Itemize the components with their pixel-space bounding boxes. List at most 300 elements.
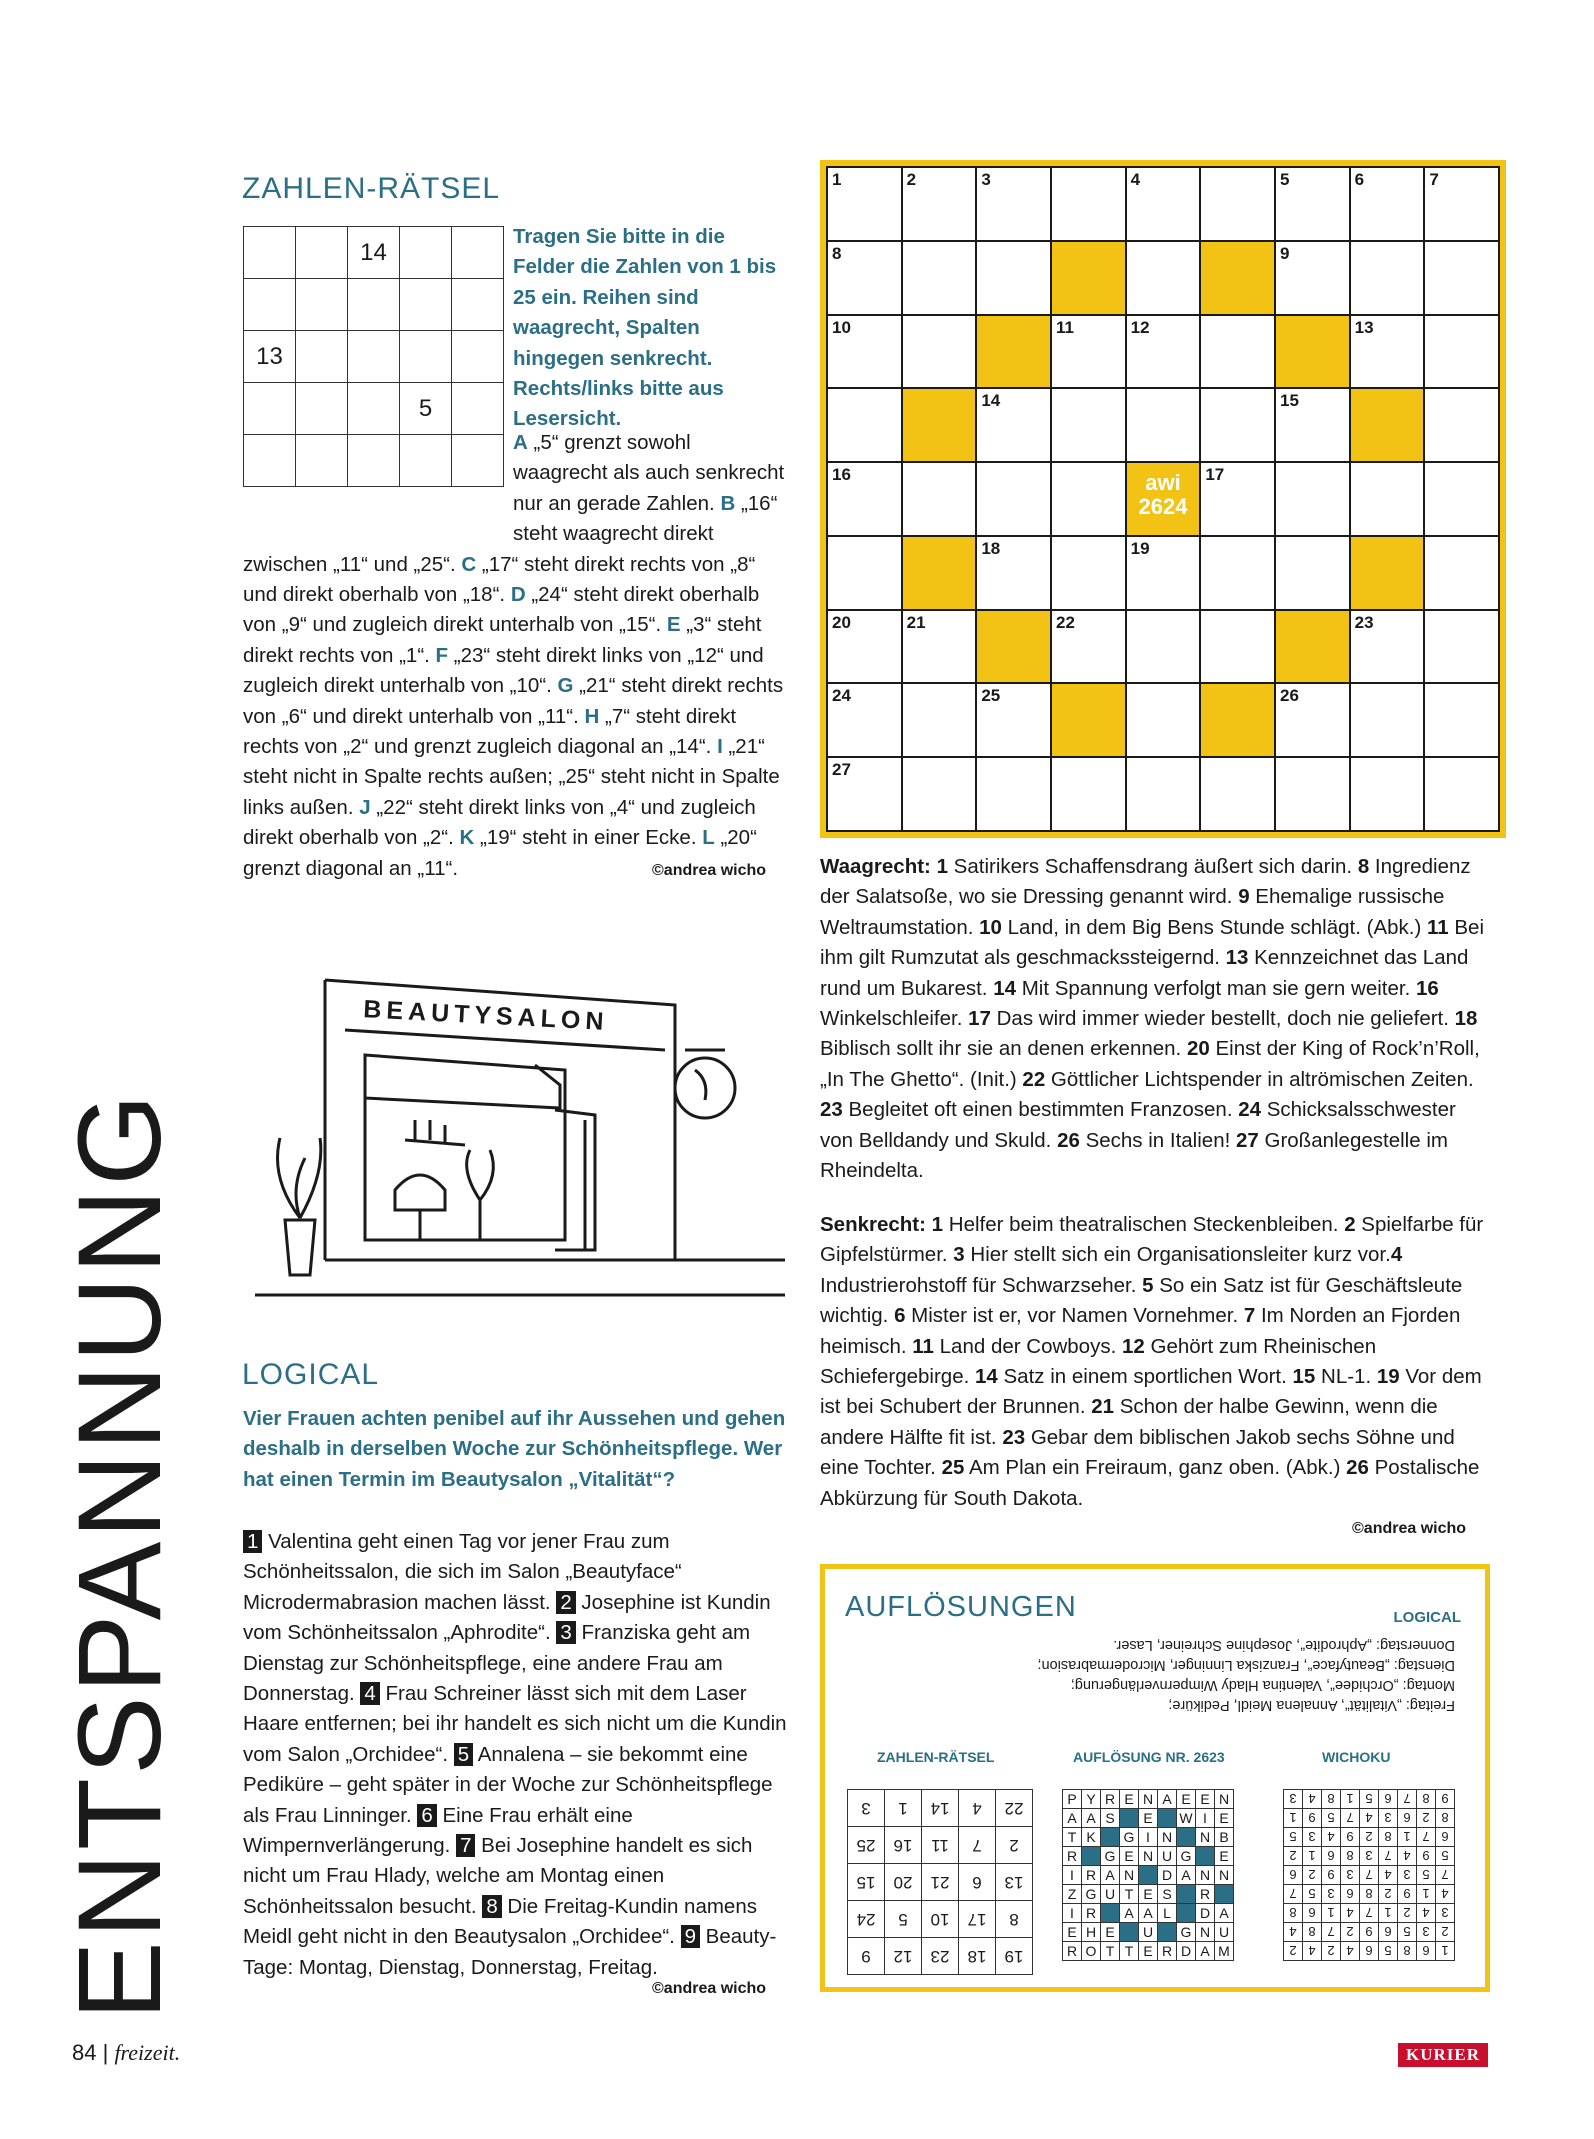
- cell-number: 25: [981, 686, 1001, 706]
- block-cell: [1201, 684, 1274, 756]
- crossword-cell[interactable]: [1052, 316, 1125, 388]
- crossword-cell[interactable]: [977, 684, 1050, 756]
- sol-wichoku-cell: 2: [1379, 1885, 1398, 1904]
- crossword-cell[interactable]: [1425, 611, 1498, 683]
- crossword-credit: ©andrea wicho: [1352, 1520, 1467, 1537]
- sol-crossword-cell: N: [1158, 1828, 1177, 1847]
- sol-crossword-cell: A: [1158, 1790, 1177, 1809]
- cell-number: 8: [832, 243, 842, 263]
- sol-crossword-cell: U: [1215, 1923, 1234, 1942]
- crossword-cell[interactable]: [1276, 168, 1349, 240]
- crossword-cell[interactable]: [1425, 168, 1498, 240]
- sol-crossword-cell: [1177, 1904, 1196, 1923]
- crossword-grid[interactable]: [826, 166, 1500, 832]
- cell-number: 19: [1130, 538, 1150, 558]
- block-cell: [977, 316, 1050, 388]
- sol-wichoku-cell: 4: [1303, 1942, 1322, 1961]
- crossword-cell[interactable]: [1052, 168, 1125, 240]
- sol-wichoku-cell: 7: [1341, 1809, 1360, 1828]
- sol-crossword-cell: W: [1177, 1809, 1196, 1828]
- sol-crossword-cell: A: [1101, 1866, 1120, 1885]
- cell-number: 27: [832, 760, 851, 780]
- zahlen-cell[interactable]: [452, 383, 504, 435]
- sol-crossword-cell: E: [1139, 1942, 1158, 1961]
- crossword-cell[interactable]: [1201, 611, 1274, 683]
- sol-wichoku-cell: 1: [1417, 1885, 1436, 1904]
- sol-crossword-cell: N: [1196, 1866, 1215, 1885]
- sol-crossword-cell: R: [1063, 1942, 1082, 1961]
- crossword-cell[interactable]: [1127, 242, 1200, 314]
- crossword-cell[interactable]: [1425, 242, 1498, 314]
- sol-crossword-cell: I: [1063, 1866, 1082, 1885]
- logical-intro: Vier Frauen achten penibel auf ihr Aussehen und gehen deshalb in derselben Woche zur Schönheitspflege. Wer hat einen Termin im Beautysalon „Vitalität“?: [243, 1407, 786, 1491]
- kurier-logo: KURIER: [1398, 2043, 1488, 2067]
- crossword-cell[interactable]: [1351, 463, 1424, 535]
- sol-wichoku-cell: 2: [1284, 1942, 1303, 1961]
- sol-wichoku-cell: 3: [1360, 1847, 1379, 1866]
- crossword-cell[interactable]: [903, 316, 976, 388]
- crossword-cell[interactable]: [828, 684, 901, 756]
- crossword-cell[interactable]: [1201, 758, 1274, 830]
- zahlen-cell[interactable]: [452, 331, 504, 383]
- crossword-cell[interactable]: [1127, 389, 1200, 461]
- block-cell: [1052, 684, 1125, 756]
- crossword-cell[interactable]: [828, 537, 901, 609]
- sol-wichoku-cell: 5: [1322, 1809, 1341, 1828]
- sol-wichoku-cell: 9: [1341, 1828, 1360, 1847]
- cell-number: 15: [1279, 391, 1299, 411]
- sol-crossword-cell: Z: [1063, 1885, 1082, 1904]
- crossword-cell[interactable]: [903, 758, 976, 830]
- crossword-cell[interactable]: [1052, 537, 1125, 609]
- sol-crossword-cell: E: [1063, 1923, 1082, 1942]
- sol-wichoku-cell: 7: [1436, 1866, 1455, 1885]
- crossword-cell[interactable]: [1276, 684, 1349, 756]
- sol-wichoku-cell: 3: [1436, 1904, 1455, 1923]
- sol-crossword-cell: N: [1196, 1828, 1215, 1847]
- sol-wichoku-cell: 2: [1436, 1923, 1455, 1942]
- crossword-cell[interactable]: [1052, 389, 1125, 461]
- sol-zahlen-cell: 8: [996, 1901, 1033, 1938]
- crossword-cell[interactable]: [1351, 316, 1424, 388]
- zahlen-cell[interactable]: [244, 279, 296, 331]
- sol-crossword-cell: E: [1139, 1885, 1158, 1904]
- sol-crossword-cell: [1215, 1885, 1234, 1904]
- zahlen-cell[interactable]: [400, 227, 452, 279]
- sol-wichoku-cell: 3: [1322, 1885, 1341, 1904]
- sol-crossword-cell: [1177, 1828, 1196, 1847]
- cell-number: 14: [981, 391, 1001, 411]
- block-cell: [1052, 242, 1125, 314]
- sol-wichoku-cell: 4: [1379, 1866, 1398, 1885]
- sol-zahlen-cell: 21: [922, 1864, 959, 1901]
- logical-solution-text: Freitag: „Vitalität“, Annalena Meidl, Pediküre; Montag: „Orchidee“, Valentina Hlady Wimpernverlängerung; Dienstag: „Beautyface“, Franziska Linninger, Microdermabrasion; Donnerstag: „Aphrodite“, Josephine Schreiner, Laser.: [1037, 1637, 1455, 1713]
- sol-crossword-cell: G: [1177, 1923, 1196, 1942]
- crossword-cell[interactable]: [977, 463, 1050, 535]
- cell-number: 9: [1279, 243, 1290, 263]
- crossword-cell[interactable]: [1201, 389, 1274, 461]
- crossword-cell[interactable]: [1425, 389, 1498, 461]
- sol-wichoku-cell: 2: [1341, 1923, 1360, 1942]
- cell-number: 23: [1354, 612, 1374, 632]
- sol-zahlen-grid: [847, 1789, 1033, 1975]
- sol-crossword-cell: [1101, 1904, 1120, 1923]
- sol-wichoku-cell: 8: [1322, 1790, 1341, 1809]
- sol-crossword-cell: E: [1101, 1923, 1120, 1942]
- sol-zahlen-cell: 1: [885, 1790, 922, 1827]
- crossword-cell[interactable]: [828, 389, 901, 461]
- cell-number: 2: [906, 170, 917, 189]
- zahlen-clues: A „5“ grenzt sowohl waagrecht als auch senkrecht nur an gerade Zahlen. B „16“ steht waagrecht direkt zwischen „11“ und „25“. C „17“ steht direkt rechts von „8“ und direkt oberhalb von „18“. D „24“ steht direkt oberhalb von „9“ und zugleich direkt unterhalb von „15“. E „3“ steht direkt rechts von „1“. F „23“ steht direkt links von „12“ und zugleich direkt unterhalb von „10“. G „21“ steht direkt rechts von „6“ und direkt unterhalb von „11“. H „7“ steht direkt rechts von „2“ und grenzt zugleich diagonal an „14“. I „21“ steht nicht in Spalte rechts außen; „25“ steht nicht in Spalte links außen. J „22“ steht direkt links von „4“ und zugleich direkt oberhalb von „2“. K „19“ steht in einer Ecke. L „20“ grenzt diagonal an „11“.: [243, 431, 785, 880]
- zahlen-cell[interactable]: [452, 279, 504, 331]
- crossword-cell[interactable]: [977, 242, 1050, 314]
- sol-wichoku-cell: 4: [1341, 1904, 1360, 1923]
- sol-wichoku-cell: 5: [1379, 1942, 1398, 1961]
- awi-number: 2624: [1138, 494, 1188, 520]
- sol-wichoku-cell: 1: [1341, 1790, 1360, 1809]
- crossword-cell[interactable]: [828, 463, 901, 535]
- cell-number: 12: [1130, 317, 1150, 337]
- sol-wichoku-cell: 3: [1303, 1828, 1322, 1847]
- sol-wichoku-cell: 1: [1322, 1904, 1341, 1923]
- sol-crossword-cell: G: [1101, 1847, 1120, 1866]
- sol-crossword-cell: [1082, 1847, 1101, 1866]
- block-cell: [1351, 389, 1424, 461]
- crossword-cell[interactable]: [1127, 537, 1200, 609]
- cell-number: 3: [981, 170, 991, 189]
- sol-crossword-cell: T: [1063, 1828, 1082, 1847]
- sol-crossword-cell: E: [1177, 1790, 1196, 1809]
- sol-wichoku-cell: 4: [1360, 1809, 1379, 1828]
- sol-wichoku-cell: 8: [1379, 1828, 1398, 1847]
- sol-wichoku-cell: 6: [1284, 1866, 1303, 1885]
- sol-crossword-cell: P: [1063, 1790, 1082, 1809]
- cell-number: 21: [906, 612, 926, 632]
- sol-crossword-cell: E: [1120, 1790, 1139, 1809]
- sol-wichoku-cell: 3: [1398, 1866, 1417, 1885]
- zahlen-cell[interactable]: [244, 227, 296, 279]
- zahlen-credit: ©andrea wicho: [652, 862, 767, 879]
- sol-wichoku-cell: 4: [1284, 1923, 1303, 1942]
- block-cell: [1351, 537, 1424, 609]
- sol-crossword-cell: E: [1215, 1847, 1234, 1866]
- sol-wichoku-cell: 6: [1417, 1942, 1436, 1961]
- sol-crossword-cell: U: [1101, 1885, 1120, 1904]
- cell-number: 24: [832, 686, 851, 706]
- cell-number: 6: [1354, 170, 1365, 189]
- sol-crossword-cell: R: [1158, 1942, 1177, 1961]
- sol-crossword-cell: N: [1120, 1866, 1139, 1885]
- crossword-cell[interactable]: [1127, 316, 1200, 388]
- sol-crossword-cell: N: [1215, 1866, 1234, 1885]
- crossword-cell[interactable]: [903, 242, 976, 314]
- sol-wichoku-cell: 2: [1284, 1847, 1303, 1866]
- sol-wichoku-cell: 5: [1417, 1866, 1436, 1885]
- sol-crossword-cell: E: [1120, 1847, 1139, 1866]
- sol-wichoku-cell: 5: [1436, 1847, 1455, 1866]
- crossword-cell[interactable]: [828, 611, 901, 683]
- sol-zahlen-cell: 4: [959, 1790, 996, 1827]
- zahlen-cell[interactable]: [244, 383, 296, 435]
- beautysalon-illustration: [255, 960, 795, 1310]
- sol-zahlen-cell: 14: [922, 1790, 959, 1827]
- sol-crossword-cell: T: [1120, 1942, 1139, 1961]
- sol-wichoku-cell: 8: [1303, 1923, 1322, 1942]
- sol-wichoku-cell: 4: [1303, 1790, 1322, 1809]
- sol-wichoku-cell: 9: [1436, 1790, 1455, 1809]
- sol-wichoku-cell: 2: [1322, 1942, 1341, 1961]
- sol-crossword-cell: D: [1177, 1942, 1196, 1961]
- solutions-title: AUFLÖSUNGEN: [845, 1591, 1077, 1623]
- sol-zahlen-cell: 19: [996, 1938, 1033, 1975]
- sol-crossword-cell: E: [1215, 1809, 1234, 1828]
- zahlen-title: ZAHLEN-RÄTSEL: [242, 172, 501, 205]
- zahlen-cell[interactable]: [348, 331, 400, 383]
- crossword-cell[interactable]: [903, 684, 976, 756]
- block-cell: [1276, 316, 1349, 388]
- sol-crossword-cell: N: [1139, 1847, 1158, 1866]
- cell-number: 26: [1279, 686, 1299, 706]
- sol-crossword-cell: [1177, 1885, 1196, 1904]
- sol-zahlen-cell: 7: [959, 1827, 996, 1864]
- crossword-cell[interactable]: [1201, 168, 1274, 240]
- sol-crossword-cell: E: [1139, 1809, 1158, 1828]
- crossword-cell[interactable]: [1425, 316, 1498, 388]
- crossword-frame: [820, 160, 1506, 838]
- crossword-cell[interactable]: [1127, 758, 1200, 830]
- crossword-cell[interactable]: [1276, 758, 1349, 830]
- sol-wichoku-cell: 8: [1436, 1809, 1455, 1828]
- sol-zahlen-cell: 17: [959, 1901, 996, 1938]
- sol-crossword-cell: G: [1082, 1885, 1101, 1904]
- sol-wichoku-cell: 7: [1398, 1790, 1417, 1809]
- zahlen-cell[interactable]: [296, 227, 348, 279]
- block-cell: [1201, 242, 1274, 314]
- brand-name: freizeit.: [114, 2040, 181, 2065]
- sol-crossword-cell: I: [1139, 1828, 1158, 1847]
- zahlen-intro: Tragen Sie bitte in die Felder die Zahlen von 1 bis 25 ein. Reihen sind waagrecht, Spalten hingegen senkrecht. Rechts/links bitte aus Lesersicht.: [513, 225, 777, 431]
- cell-number: 13: [1354, 317, 1374, 337]
- solutions-box: [820, 1564, 1490, 1992]
- crossword-cell[interactable]: [977, 537, 1050, 609]
- sol-wichoku-cell: 8: [1360, 1885, 1379, 1904]
- crossword-cell[interactable]: [977, 758, 1050, 830]
- cell-number: 20: [832, 612, 851, 632]
- sol-crossword-cell: H: [1082, 1923, 1101, 1942]
- sol-wichoku-cell: 6: [1360, 1942, 1379, 1961]
- sol-wichoku-cell: 2: [1303, 1866, 1322, 1885]
- sol-wichoku-cell: 4: [1398, 1847, 1417, 1866]
- cell-number: 18: [981, 538, 1001, 558]
- sol-crossword-cell: S: [1158, 1885, 1177, 1904]
- sol-crossword-cell: A: [1063, 1809, 1082, 1828]
- zahlen-cell[interactable]: 14: [348, 227, 400, 279]
- crossword-cell[interactable]: [828, 758, 901, 830]
- sol-crossword-cell: O: [1082, 1942, 1101, 1961]
- zahlen-cell[interactable]: [296, 279, 348, 331]
- crossword-cell[interactable]: [1201, 537, 1274, 609]
- cell-number: 11: [1055, 317, 1074, 337]
- block-cell: [903, 389, 976, 461]
- crossword-cell[interactable]: [1127, 611, 1200, 683]
- sol-wichoku-cell: 4: [1436, 1885, 1455, 1904]
- sol-wichoku-cell: 5: [1303, 1885, 1322, 1904]
- sol-wichoku-cell: 5: [1360, 1790, 1379, 1809]
- sol-wichoku-cell: 7: [1379, 1847, 1398, 1866]
- crossword-cell[interactable]: [828, 168, 901, 240]
- crossword-cell[interactable]: [1351, 684, 1424, 756]
- crossword-cell[interactable]: [903, 463, 976, 535]
- sol-crossword-cell: A: [1139, 1904, 1158, 1923]
- clues-across: Waagrecht: 1 Satirikers Schaffensdrang äußert sich darin. 8 Ingredienz der Salatsoße, wo sie Dressing genannt wird. 9 Ehemalige russische Weltraumstation. 10 Land, in dem Big Bens Stunde schlägt. (Abk.) 11 Bei ihm gilt Rumzutat als geschmackssteigernd. 13 Kennzeichnet das Land rund um Bukarest. 14 Mit Spannung verfolgt man sie gern weiter. 16 Winkelschleifer. 17 Das wird immer wieder bestellt, doch nie geliefert. 18 Biblisch sollt ihr sie an denen erkennen. 20 Einst der King of Rock’n’Roll, „In The Ghetto“. (Init.) 22 Göttlicher Lichtspender in altrömischen Zeiten. 23 Begleitet oft einen bestimmten Franzosen. 24 Schicksalsschwester von Belldandy und Skuld. 26 Sechs in Italien! 27 Großanlegestelle im Rheindelta.: [820, 855, 1484, 1183]
- sol-wichoku-grid: [1283, 1789, 1455, 1961]
- crossword-cell[interactable]: [1201, 316, 1274, 388]
- zahlen-cell[interactable]: [348, 279, 400, 331]
- sol-zahlen-cell: 25: [848, 1827, 885, 1864]
- sol-crossword-cell: T: [1120, 1885, 1139, 1904]
- crossword-cell[interactable]: [903, 168, 976, 240]
- sol-wichoku-cell: 1: [1303, 1847, 1322, 1866]
- sol-wichoku-cell: 1: [1284, 1809, 1303, 1828]
- sol-wichoku-cell: 9: [1360, 1923, 1379, 1942]
- zahlen-cell[interactable]: 5: [400, 383, 452, 435]
- crossword-cell[interactable]: [1351, 242, 1424, 314]
- sol-wichoku-cell: 7: [1360, 1866, 1379, 1885]
- crossword-cell[interactable]: [1351, 758, 1424, 830]
- sol-crossword-cell: [1101, 1828, 1120, 1847]
- sol-crossword-cell: [1120, 1809, 1139, 1828]
- sol-wichoku-cell: 8: [1284, 1904, 1303, 1923]
- crossword-cell[interactable]: [1052, 463, 1125, 535]
- sol-wichoku-cell: 6: [1436, 1828, 1455, 1847]
- sol-crossword-cell: U: [1139, 1923, 1158, 1942]
- logical-title: LOGICAL: [242, 1358, 380, 1391]
- crossword-cell[interactable]: [1351, 611, 1424, 683]
- page-number: 84: [72, 2040, 97, 2065]
- sol-wichoku-cell: 5: [1284, 1828, 1303, 1847]
- sol-zahlen-cell: 15: [848, 1864, 885, 1901]
- sol-wichoku-cell: 6: [1398, 1809, 1417, 1828]
- sol-crossword-cell: N: [1139, 1790, 1158, 1809]
- cell-number: 1: [832, 170, 842, 189]
- sol-crossword-cell: M: [1215, 1942, 1234, 1961]
- sol-wichoku-cell: 3: [1341, 1866, 1360, 1885]
- sol-crossword-cell: G: [1177, 1847, 1196, 1866]
- crossword-cell[interactable]: [1425, 537, 1498, 609]
- sol-wichoku-cell: 9: [1398, 1885, 1417, 1904]
- sol-zahlen-cell: 11: [922, 1827, 959, 1864]
- sol-crossword-cell: A: [1082, 1809, 1101, 1828]
- sol-zahlen-cell: 10: [922, 1901, 959, 1938]
- sol-crossword-cell: A: [1196, 1942, 1215, 1961]
- sol-wichoku-cell: 2: [1417, 1809, 1436, 1828]
- page-footer: 84 | freizeit.: [72, 2040, 181, 2065]
- crossword-cell[interactable]: [1276, 389, 1349, 461]
- crossword-cell[interactable]: [1127, 168, 1200, 240]
- zahlen-cell[interactable]: [452, 227, 504, 279]
- crossword-cell[interactable]: [1276, 242, 1349, 314]
- cell-number: 17: [1205, 465, 1225, 485]
- sol-wichoku-cell: 8: [1398, 1942, 1417, 1961]
- crossword-cell[interactable]: [1351, 168, 1424, 240]
- awi-cell: [1127, 463, 1200, 535]
- sol-nr-label: AUFLÖSUNG NR. 2623: [1073, 1749, 1225, 1765]
- crossword-cell[interactable]: [977, 168, 1050, 240]
- sol-wichoku-cell: 4: [1322, 1828, 1341, 1847]
- sol-zahlen-cell: 18: [959, 1938, 996, 1975]
- sol-crossword-cell: L: [1158, 1904, 1177, 1923]
- sol-crossword-cell: R: [1063, 1847, 1082, 1866]
- sol-zahlen-cell: 20: [885, 1864, 922, 1901]
- crossword-cell[interactable]: [828, 242, 901, 314]
- cell-number: 4: [1130, 170, 1141, 189]
- crossword-cell[interactable]: [977, 389, 1050, 461]
- crossword-cell[interactable]: [1425, 758, 1498, 830]
- crossword-cell[interactable]: [828, 316, 901, 388]
- zahlen-cell[interactable]: 13: [244, 331, 296, 383]
- sol-wichoku-cell: 9: [1322, 1866, 1341, 1885]
- sol-wichoku-cell: 1: [1398, 1828, 1417, 1847]
- sol-crossword-cell: I: [1196, 1809, 1215, 1828]
- sol-wichoku-cell: 6: [1322, 1847, 1341, 1866]
- sol-wichoku-cell: 3: [1417, 1923, 1436, 1942]
- zahlen-cell[interactable]: [296, 331, 348, 383]
- crossword-cell[interactable]: [1425, 463, 1498, 535]
- sol-crossword-cell: E: [1196, 1790, 1215, 1809]
- crossword-cell[interactable]: [1052, 611, 1125, 683]
- sol-crossword-cell: D: [1196, 1904, 1215, 1923]
- crossword-cell[interactable]: [1276, 463, 1349, 535]
- zahlen-cell[interactable]: [400, 331, 452, 383]
- logical-statements: 1 Valentina geht einen Tag vor jener Frau zum Schönheitssalon, die sich im Salon „Beautyface“ Microdermabrasion machen lässt. 2 Josephine ist Kundin vom Schönheitssalon „Aphrodite“. 3 Franziska geht am Dienstag zur Schönheitspflege, eine andere Frau am Donnerstag. 4 Frau Schreiner lässt sich mit dem Laser Haare entfernen; bei ihr handelt es sich nicht um die Kundin vom Salon „Orchidee“. 5 Annalena – sie bekommt eine Pediküre – geht später in der Woche zur Schönheitspflege als Frau Linninger. 6 Eine Frau erhält eine Wimpernverlängerung. 7 Bei Josephine handelt es sich nicht um Frau Hlady, welche am Montag einen Schönheitssalon besucht. 8 Die Freitag-Kundin namens Meidl geht nicht in den Beautysalon „Orchidee“. 9 Beauty-Tage: Montag, Dienstag, Donnerstag, Freitag.: [243, 1530, 787, 1979]
- sol-wichoku-cell: 3: [1379, 1809, 1398, 1828]
- sol-wichoku-cell: 7: [1322, 1923, 1341, 1942]
- crossword-cell[interactable]: [903, 611, 976, 683]
- zahlen-cell[interactable]: [348, 383, 400, 435]
- sol-crossword-cell: R: [1196, 1885, 1215, 1904]
- sol-zahlen-cell: 3: [848, 1790, 885, 1827]
- cell-number: 7: [1429, 170, 1439, 189]
- sol-crossword-cell: D: [1158, 1866, 1177, 1885]
- zahlen-cell[interactable]: [296, 383, 348, 435]
- solutions-logical-label: LOGICAL: [1393, 1609, 1461, 1626]
- salon-sign: BEAUTYSALON: [362, 995, 610, 1037]
- sol-crossword-cell: S: [1101, 1809, 1120, 1828]
- block-cell: [903, 537, 976, 609]
- sol-crossword-cell: N: [1196, 1923, 1215, 1942]
- zahlen-cell[interactable]: [400, 279, 452, 331]
- sol-zahlen-cell: 16: [885, 1827, 922, 1864]
- sol-zahlen-cell: 6: [959, 1864, 996, 1901]
- section-label: ENTSPANNUNG: [54, 1090, 186, 2020]
- sol-wichoku-cell: 6: [1341, 1885, 1360, 1904]
- sol-zahlen-cell: 22: [996, 1790, 1033, 1827]
- sol-wichoku-cell: 1: [1379, 1904, 1398, 1923]
- crossword-cell[interactable]: [1127, 684, 1200, 756]
- sol-crossword-cell: N: [1215, 1790, 1234, 1809]
- sol-crossword-cell: R: [1082, 1904, 1101, 1923]
- block-cell: [977, 611, 1050, 683]
- crossword-cell[interactable]: [1052, 758, 1125, 830]
- sol-zahlen-cell: 2: [996, 1827, 1033, 1864]
- block-cell: [1276, 611, 1349, 683]
- sol-crossword-cell: B: [1215, 1828, 1234, 1847]
- sol-zahlen-cell: 23: [922, 1938, 959, 1975]
- crossword-cell[interactable]: [1276, 537, 1349, 609]
- crossword-cell[interactable]: [1201, 463, 1274, 535]
- crossword-cell[interactable]: [1425, 684, 1498, 756]
- sol-zahlen-label: ZAHLEN-RÄTSEL: [877, 1749, 995, 1765]
